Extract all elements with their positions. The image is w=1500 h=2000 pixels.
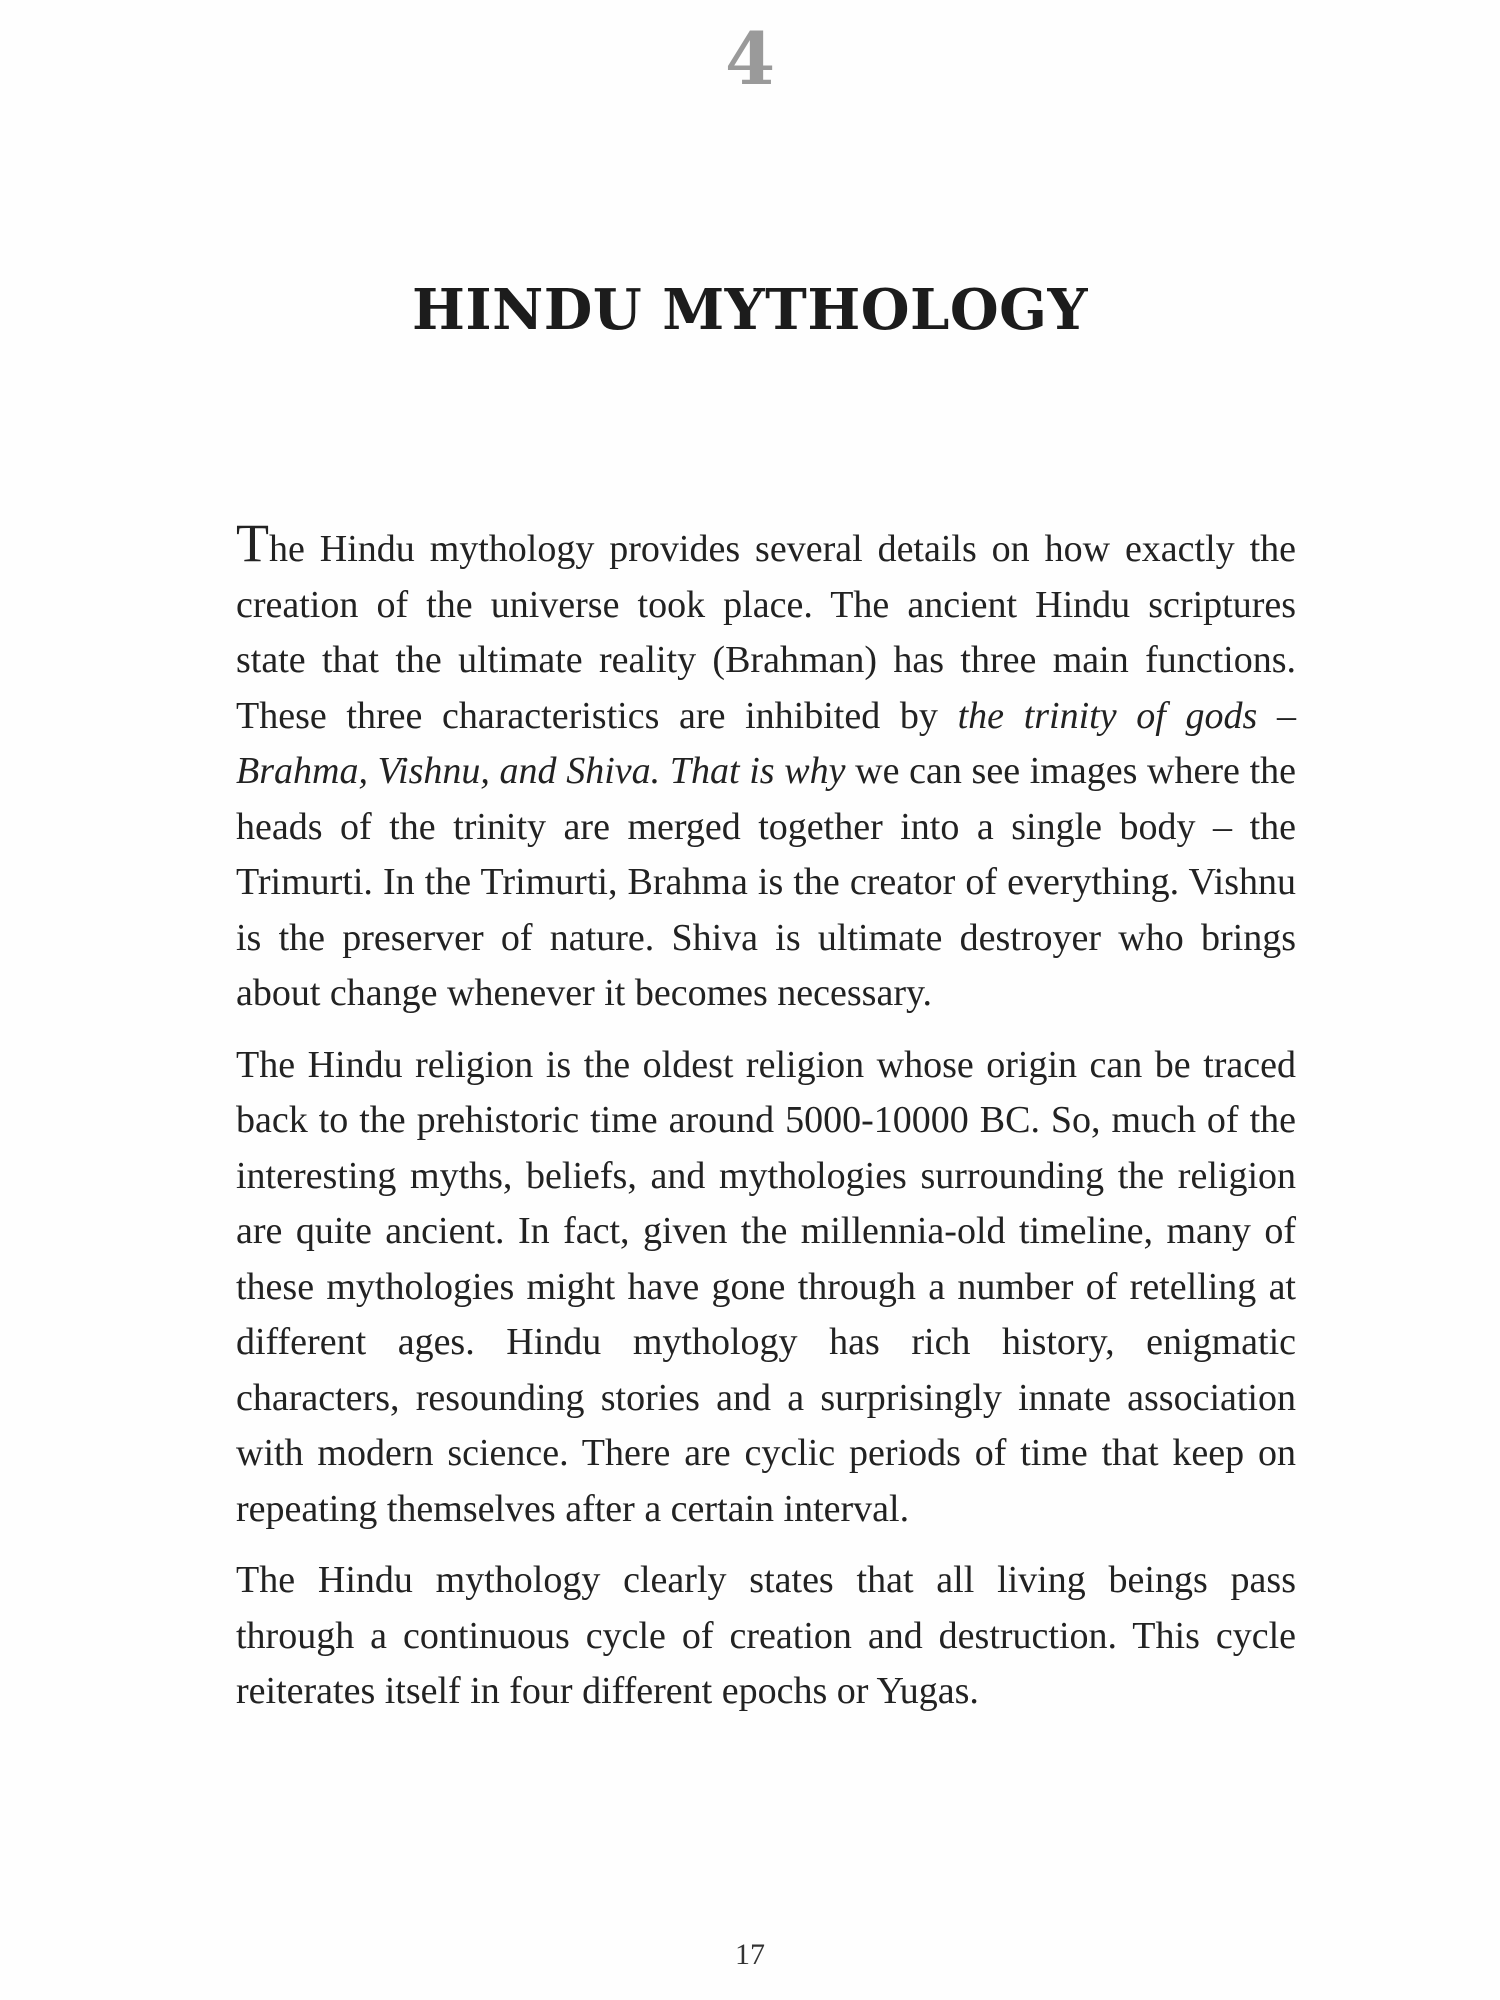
paragraph-1-text-b: we can see images where the heads of the trinity are merged together into a single body – the Trimurti. In the Trimurti, Brahma is the creator of everything. Vishnu is the preserver of nature. Shiva is ultimate destroyer who brings about change whenever it becomes necessary. — [236, 750, 1296, 1014]
paragraph-3: The Hindu mythology clearly states that all living beings pass through a continuous cycle of creation and destruction. This cycle reiterates itself in four different epochs or Yugas. — [236, 1559, 1296, 1712]
paragraph-2: The Hindu religion is the oldest religion whose origin can be traced back to the prehistoric time around 5000-10000 BC. So, much of the interesting myths, beliefs, and mythologies surrounding the religion are quite ancient. In fact, given the millennia-old timeline, many of these mythologies might have gone through a number of retelling at different ages. Hindu mythology has rich history, enigmatic characters, resounding stories and a surprisingly innate association with modern science. There are cyclic periods of time that keep on repeating themselves after a certain interval. — [236, 1043, 1296, 1530]
chapter-body — [236, 513, 1296, 1736]
drop-cap-letter: T — [236, 513, 269, 573]
paragraph-1 — [236, 513, 1296, 1022]
chapter-title: HINDU MYTHOLOGY — [412, 277, 1088, 343]
paragraph-1-italic-text: the trinity of gods – Brahma, Vishnu, and Shiva. That is why — [236, 694, 1296, 792]
page-number: 17 — [735, 1938, 765, 1971]
chapter-number: 4 — [724, 16, 776, 101]
paragraph-1-text-a: he Hindu mythology provides several details on how exactly the creation of the universe took place. The ancient Hindu scriptures state that the ultimate reality (Brahman) has three main functions. These three characteristics are inhibited by — [236, 528, 1296, 737]
